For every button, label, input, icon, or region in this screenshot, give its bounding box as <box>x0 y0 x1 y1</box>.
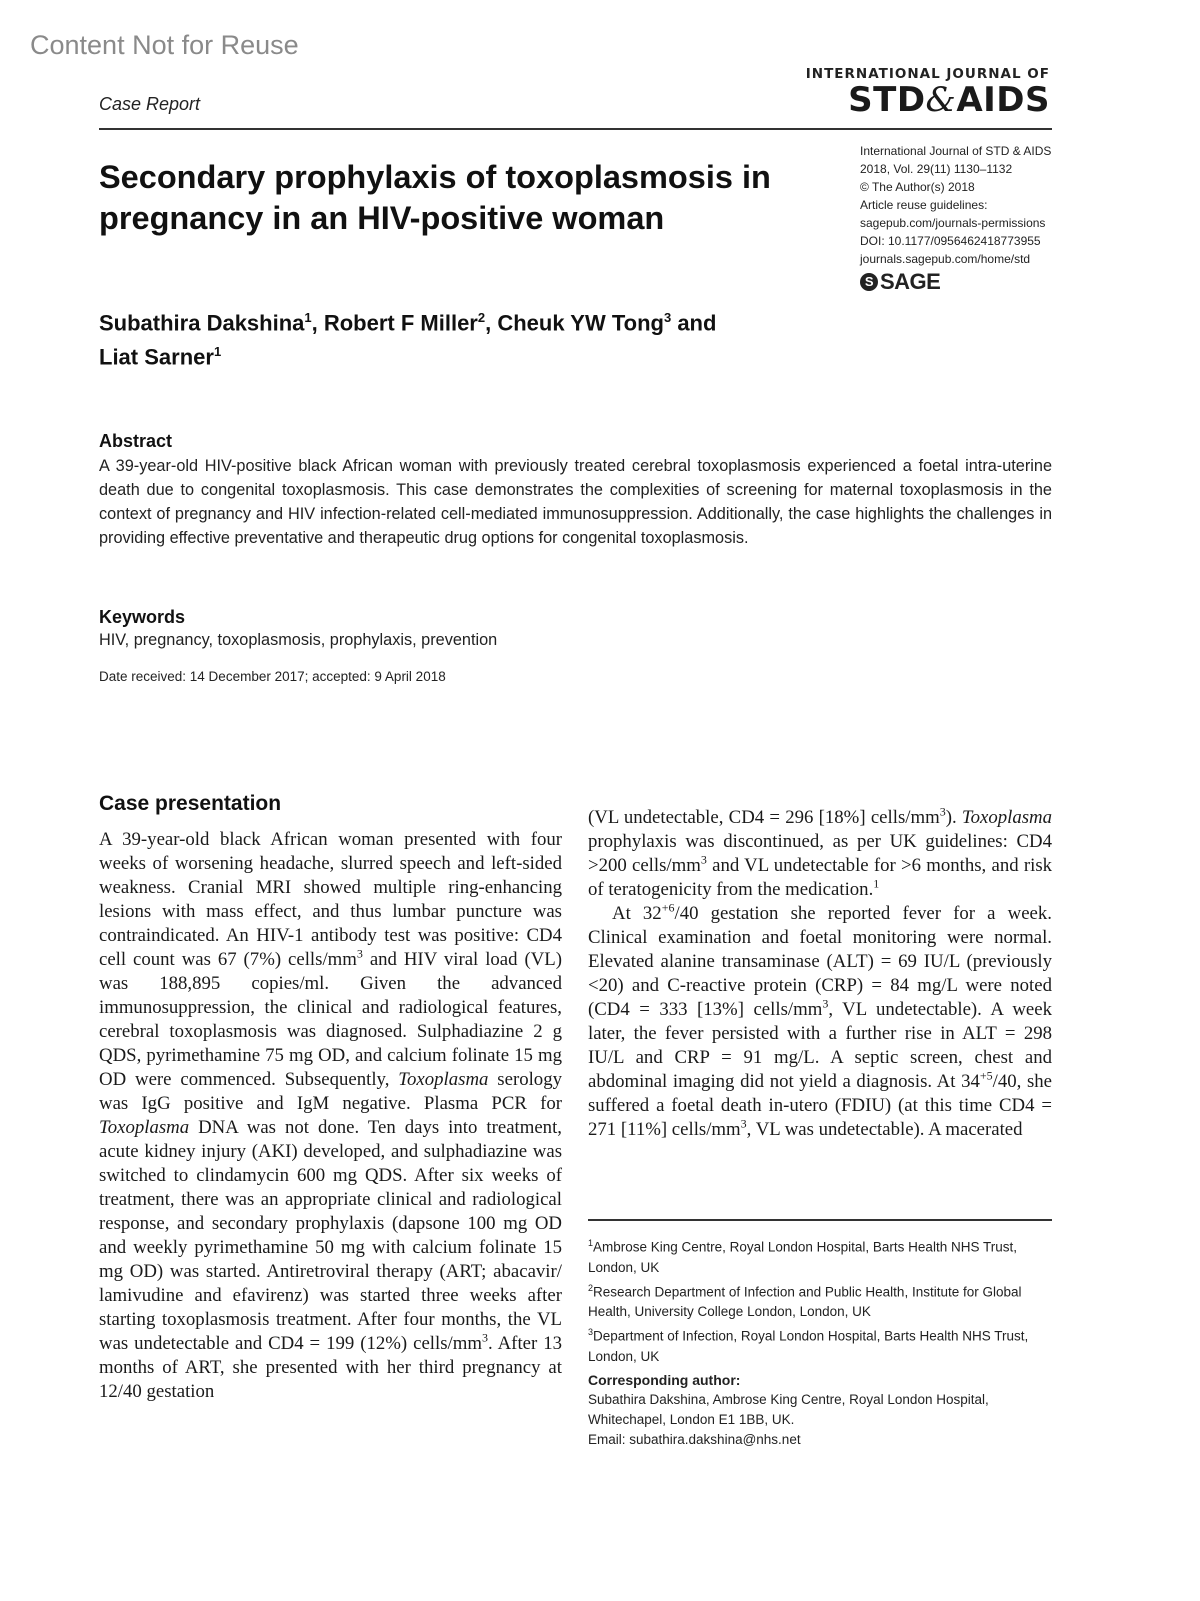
journal-logo <box>806 66 1050 118</box>
corresponding-heading: Corresponding author: <box>588 1372 741 1388</box>
footnote-rule <box>588 1219 1052 1221</box>
author-affiliation: 2 <box>477 310 486 325</box>
author-affiliation: 3 <box>663 310 672 325</box>
author-affiliation: 1 <box>213 344 222 360</box>
meta-copyright: © The Author(s) 2018 <box>860 180 975 194</box>
affiliations <box>588 1233 1058 1367</box>
header-rule <box>99 128 1052 130</box>
author-name: Robert F Miller <box>323 310 478 336</box>
affiliation-text: Research Department of Infection and Public Health, Institute for Global Health, University College London, London, UK <box>588 1284 1022 1319</box>
watermark-text: Content Not for Reuse <box>30 30 299 60</box>
abstract-text: A 39-year-old HIV-positive black African woman with previously treated cerebral toxoplasmosis experienced a foetal intra-uterine death due to congenital toxoplasmosis. This case demonstrates the complexities of screening for maternal toxoplasmosis in the context of pregnancy and HIV infection-related cell-mediated immunosuppression. Additionally, the case highlights the challenges in providing effective preventative and therapeutic drug options for congenital toxoplasmosis. <box>99 457 1052 547</box>
affiliation-number: 3 <box>588 1327 594 1337</box>
affiliation-number: 1 <box>588 1238 594 1248</box>
affiliation-item <box>588 1278 1058 1323</box>
author-list <box>99 303 799 372</box>
meta-journal: International Journal of STD & AIDS <box>860 144 1052 158</box>
journal-logo-aids: AIDS <box>956 80 1050 120</box>
keywords-heading: Keywords <box>99 607 186 627</box>
author-name: Liat Sarner <box>99 344 214 370</box>
meta-reuse-link[interactable]: sagepub.com/journals-permissions <box>860 216 1046 230</box>
article-title: Secondary prophylaxis of toxoplasmosis in pregnancy in an HIV-positive woman <box>99 159 771 236</box>
article-meta <box>860 142 1060 294</box>
journal-logo-top: INTERNATIONAL JOURNAL OF <box>805 66 1050 82</box>
body-column-left <box>99 828 562 1404</box>
journal-logo-std: STD <box>848 80 926 120</box>
journal-logo-name <box>806 82 1050 118</box>
affiliation-text: Department of Infection, Royal London Hospital, Barts Health NHS Trust, London, UK <box>588 1328 1029 1364</box>
author-name: Subathira Dakshina <box>99 310 305 336</box>
author-separator: and <box>671 310 717 336</box>
meta-doi[interactable]: DOI: 10.1177/0956462418773955 <box>860 234 1041 248</box>
affiliation-item <box>588 1322 1058 1367</box>
corresponding-author <box>588 1370 1058 1450</box>
body-paragraph: (VL undetectable, CD4 = 296 [18%] cells/$mm^3$). Toxoplasma prophylaxis was discontinued, as per UK guidelines: CD4 >200 cells/$mm^3$ and VL undetectable for >6 months, and risk of teratogenicity from the medication.$^1$ <box>588 804 1053 900</box>
meta-reuse-label: Article reuse guidelines: <box>860 198 988 212</box>
sage-icon: S <box>860 273 878 291</box>
publisher-name: SAGE <box>880 269 941 294</box>
date-received: Date received: 14 December 2017; accepted: 9 April 2018 <box>99 669 446 684</box>
abstract-heading: Abstract <box>99 431 173 451</box>
affiliation-number: 2 <box>588 1282 594 1293</box>
corresponding-email[interactable]: Email: subathira.dakshina@nhs.net <box>588 1432 801 1447</box>
body-paragraph: A 39-year-old black African woman presented with four weeks of worsening headache, slurred speech and left-sided weakness. Cranial MRI showed multiple ring-enhancing lesions with mass effect, and thus lumbar puncture was contraindicated. An HIV-1 antibody test was positive: CD4 cell count was 67 (7%) cells/$mm^3$ and HIV viral load (VL) was 188,895 copies/ml. Given the advanced immunosuppression, the clinical and radiological features, cerebral toxoplasmosis was diagnosed. Sulphadiazine 2 g QDS, pyrimethamine 75 mg OD, and calcium folinate 15 mg OD were commenced. Subsequently, Toxoplasma serology was IgG positive and IgM negative. Plasma PCR for Toxoplasma DNA was not done. Ten days into treatment, acute kidney injury (AKI) developed, and sulphadiazine was switched to clindamycin 600 mg QDS. After six weeks of treatment, there was an appropriate clinical and radiological response, and secondary prophylaxis (dapsone 100 mg OD and weekly pyrimethamine 50 mg with calcium folinate 15 mg OD) was started. Antiretroviral therapy (ART; abacavir/ lamivudine and efavirenz) was started three weeks after starting toxoplasmosis treatment. After four months, the VL was undetectable and CD4 = 199 (12%) cells/$mm^3$. After 13 months of ART, she presented with her third pregnancy at 12/40 gestation <box>99 829 563 1402</box>
author-name: Cheuk YW Tong <box>497 310 664 336</box>
article-type-label: Case Report <box>99 94 201 114</box>
author-separator: , <box>485 310 498 336</box>
corresponding-address: Subathira Dakshina, Ambrose King Centre, Royal London Hospital, Whitechapel, London E1 1BB, UK. <box>588 1392 989 1427</box>
journal-logo-ampersand: & <box>925 80 957 120</box>
section-heading: Case presentation <box>99 792 282 815</box>
author-affiliation: 1 <box>304 310 312 325</box>
keywords-text: HIV, pregnancy, toxoplasmosis, prophylaxis, prevention <box>99 631 498 649</box>
affiliation-text: Ambrose King Centre, Royal London Hospital, Barts Health NHS Trust, London, UK <box>588 1239 1017 1275</box>
author-separator: , <box>311 310 324 336</box>
meta-journal-link[interactable]: journals.sagepub.com/home/std <box>860 252 1031 266</box>
meta-volume: 2018, Vol. 29(11) 1130–1132 <box>860 162 1013 176</box>
publisher-logo <box>860 269 1060 294</box>
affiliation-item <box>588 1233 1058 1278</box>
body-paragraph: At $32^{+6}/40$ gestation she reported fever for a week. Clinical examination and foetal monitoring were normal. Elevated alanine transaminase (ALT) = 69 IU/L (previously <20) and C-reactive protein (CRP) = 84 mg/L were noted (CD4 = 333 [13%] cells/$mm^3$, VL undetectable). A week later, the fever persisted with a further rise in ALT = 298 IU/L and CRP = 91 mg/L. A septic screen, chest and abdominal imaging did not yield a diagnosis. At $34^{+5}/40$, she suffered a foetal death in-utero (FDIU) (at this time CD4 = 271 [11%] cells/$mm^3$, VL was undetectable). A macerated <box>588 900 1052 1140</box>
body-column-right <box>588 806 1052 1142</box>
